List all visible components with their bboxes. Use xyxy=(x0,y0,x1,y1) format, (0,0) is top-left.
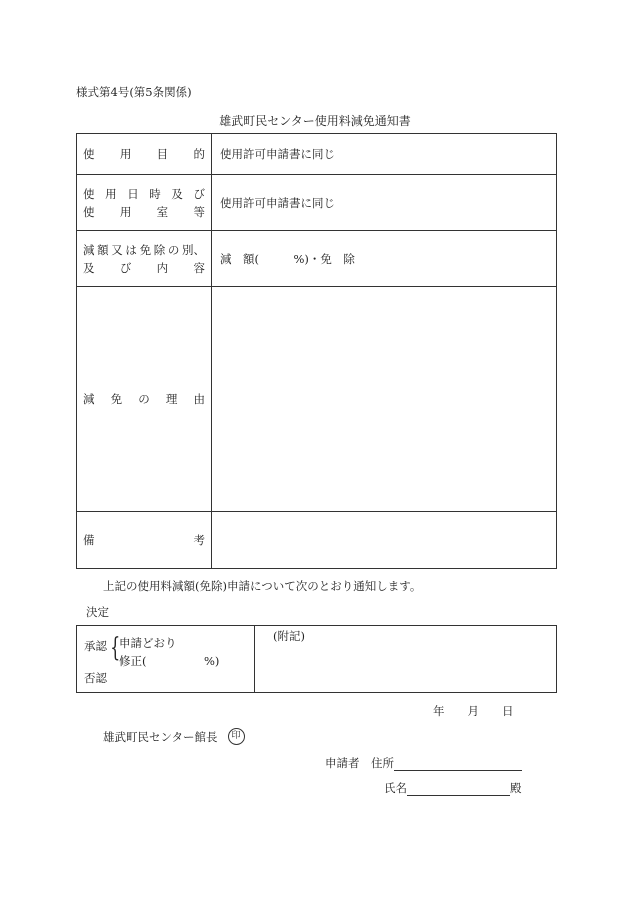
decision-table xyxy=(76,625,557,693)
document-title: 雄武町民センター使用料減免通知書 xyxy=(219,114,411,128)
datetime-room-row xyxy=(77,175,557,231)
reason-field[interactable] xyxy=(212,287,557,512)
date-line: 年 月 日 xyxy=(433,704,514,718)
datetime-room-label: 使 用 日 時 及 び 使 用 室 等 xyxy=(77,175,212,231)
reject-label: 否認 xyxy=(84,671,107,685)
purpose-label: 使 用 目 的 xyxy=(77,134,212,175)
applicant-address-label: 申請者 住所 xyxy=(325,756,394,770)
form-number: 様式第4号(第5条関係) xyxy=(76,85,192,99)
note-field[interactable] xyxy=(255,626,557,693)
distinction-value: 減 額( %)・免 除 xyxy=(212,231,557,287)
intro-sentence: 上記の使用料減額(免除)申請について次のとおり通知します。 xyxy=(103,579,422,593)
signatory-line xyxy=(103,728,245,745)
reason-label: 減 免 の 理 由 xyxy=(77,287,212,512)
approve-label: 承認 xyxy=(84,639,107,653)
decision-options xyxy=(77,626,255,693)
address-field[interactable] xyxy=(394,757,522,771)
note-label: (附記) xyxy=(273,629,305,643)
decision-label: 決定 xyxy=(86,605,109,619)
applicant-address-row xyxy=(325,755,522,771)
reason-row xyxy=(77,287,557,512)
option-as-requested: 申請どおり xyxy=(119,636,177,650)
brace-symbol: { xyxy=(110,633,121,663)
honorific: 殿 xyxy=(510,781,522,795)
remarks-field[interactable] xyxy=(212,512,557,569)
distinction-label: 減 額 又 は 免 除 の 別、 及 び 内 容 xyxy=(77,231,212,287)
applicant-name-row xyxy=(384,780,522,796)
name-label: 氏名 xyxy=(384,781,407,795)
application-table xyxy=(76,133,557,569)
remarks-row xyxy=(77,512,557,569)
signatory-title: 雄武町民センター館長 xyxy=(103,729,218,744)
remarks-label: 備 考 xyxy=(77,512,212,569)
name-field[interactable] xyxy=(407,782,510,796)
purpose-value: 使用許可申請書に同じ xyxy=(212,134,557,175)
distinction-row xyxy=(77,231,557,287)
option-revised: 修正( %) xyxy=(119,654,220,668)
datetime-room-value: 使用許可申請書に同じ xyxy=(212,175,557,231)
seal-icon: 印 xyxy=(228,728,245,745)
purpose-row xyxy=(77,134,557,175)
